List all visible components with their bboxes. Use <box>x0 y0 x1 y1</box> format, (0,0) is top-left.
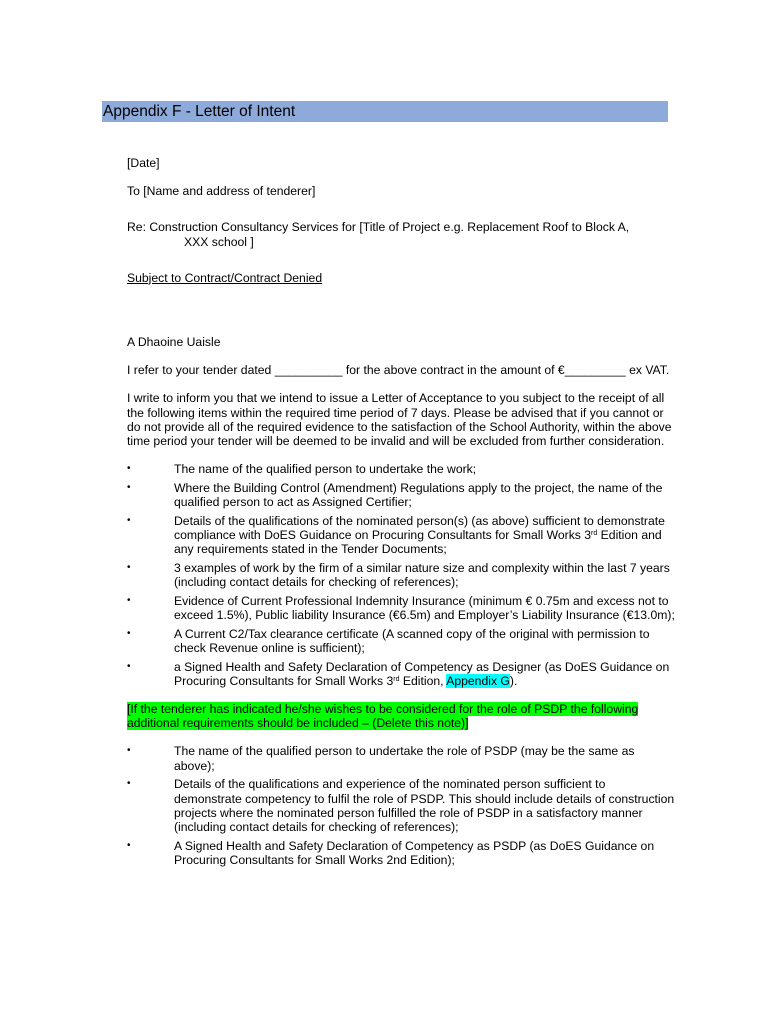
list-item-text: Details of the qualifications and experience of the nominated person sufficient to demonstrate competency to fulfil the role of PSDP. This should include details of construction projects where the nominated person fulfilled the role of PSDP in a satisfactory manner (including contact details for checking of references); <box>174 777 675 834</box>
bullet-icon: • <box>127 561 131 573</box>
list-item-text: The name of the qualified person to undertake the work; <box>174 462 477 477</box>
re-line-cont: XXX school ] <box>184 234 254 249</box>
salutation: A Dhaoine Uaisle <box>127 335 221 350</box>
psdp-requirements-list <box>127 744 675 867</box>
re-line: Re: Construction Consultancy Services for [Title of Project e.g. Replacement Roof to Block A, <box>127 220 630 235</box>
list-item <box>127 462 675 476</box>
bullet-icon: • <box>127 745 131 757</box>
letter-body <box>127 156 675 872</box>
ordinal-suffix: rd <box>393 675 400 683</box>
list-item <box>127 561 675 589</box>
bullet-icon: • <box>127 778 131 790</box>
list-item <box>127 744 675 772</box>
bullet-icon: • <box>127 594 131 606</box>
bullet-icon: • <box>127 839 131 851</box>
bullet-icon: • <box>127 627 131 639</box>
list-item <box>127 514 675 557</box>
list-item <box>127 627 675 655</box>
list-item-text: The name of the qualified person to undertake the role of PSDP (may be the same as above); <box>174 744 635 773</box>
list-item-text: A Signed Health and Safety Declaration of Competency as PSDP (as DoES Guidance on Procuring Consultants for Small Works 2nd Edition); <box>174 838 655 867</box>
appendix-g-link[interactable]: Appendix G <box>446 673 510 688</box>
bullet-icon: • <box>127 463 131 475</box>
psdp-note-text: [If the tenderer has indicated he/she wishes to be considered for the role of PSDP the following additional requirements should be included – (Delete this note)] <box>127 702 639 731</box>
list-item-text: Edition, <box>399 673 447 688</box>
list-item <box>127 594 675 622</box>
refer-paragraph: I refer to your tender dated __________ for the above contract in the amount of €_________ ex VAT. <box>127 363 670 378</box>
bullet-icon: • <box>127 514 131 526</box>
date-placeholder: [Date] <box>127 156 160 170</box>
list-item <box>127 660 675 688</box>
list-item-text: ). <box>509 673 518 688</box>
list-item <box>127 777 675 834</box>
list-item-text: A Current C2/Tax clearance certificate (A scanned copy of the original with permission to check Revenue online is sufficient); <box>174 626 650 655</box>
list-item-text: Details of the qualifications of the nominated person(s) (as above) sufficient to demonstrate compliance with DoES Guidance on Procuring Consultants for Small Works 3 <box>174 513 665 543</box>
list-item-text: Where the Building Control (Amendment) Regulations apply to the project, the name of the qualified person to act as Assigned Certifier; <box>174 480 663 510</box>
list-item <box>127 481 675 509</box>
bullet-icon: • <box>127 660 131 672</box>
list-item <box>127 839 675 867</box>
intro-paragraph: I write to inform you that we intend to issue a Letter of Acceptance to you subject to the receipt of all the following items within the required time period of 7 days. Please be advised that if you cannot or do not provide all of the required evidence to the satisfaction of the School Authority, within the above time period your tender will be deemed to be invalid and will be excluded from further consideration. <box>127 391 672 449</box>
list-item-text: 3 examples of work by the firm of a similar nature size and complexity within the last 7 years (including contact details for checking of references); <box>174 560 670 590</box>
list-item-text: a Signed Health and Safety Declaration of Competency as Designer (as DoES Guidance on Procuring Consultants for Small Works 3 <box>174 659 670 688</box>
page-title: Appendix F - Letter of Intent <box>102 101 668 122</box>
bullet-icon: • <box>127 481 131 493</box>
ordinal-suffix: rd <box>591 530 598 538</box>
subject-line: Subject to Contract/Contract Denied <box>127 270 323 285</box>
psdp-note <box>127 702 675 730</box>
requirements-list <box>127 462 675 688</box>
list-item-text: Edition and any requirements stated in the Tender Documents; <box>174 528 662 557</box>
addressee: To [Name and address of tenderer] <box>127 184 316 199</box>
list-item-text: Evidence of Current Professional Indemnity Insurance (minimum € 0.75m and excess not to exceed 1.5%), Public liability Insurance (€6.5m) and Employer’s Liability Insurance (€13.0m); <box>174 593 675 623</box>
